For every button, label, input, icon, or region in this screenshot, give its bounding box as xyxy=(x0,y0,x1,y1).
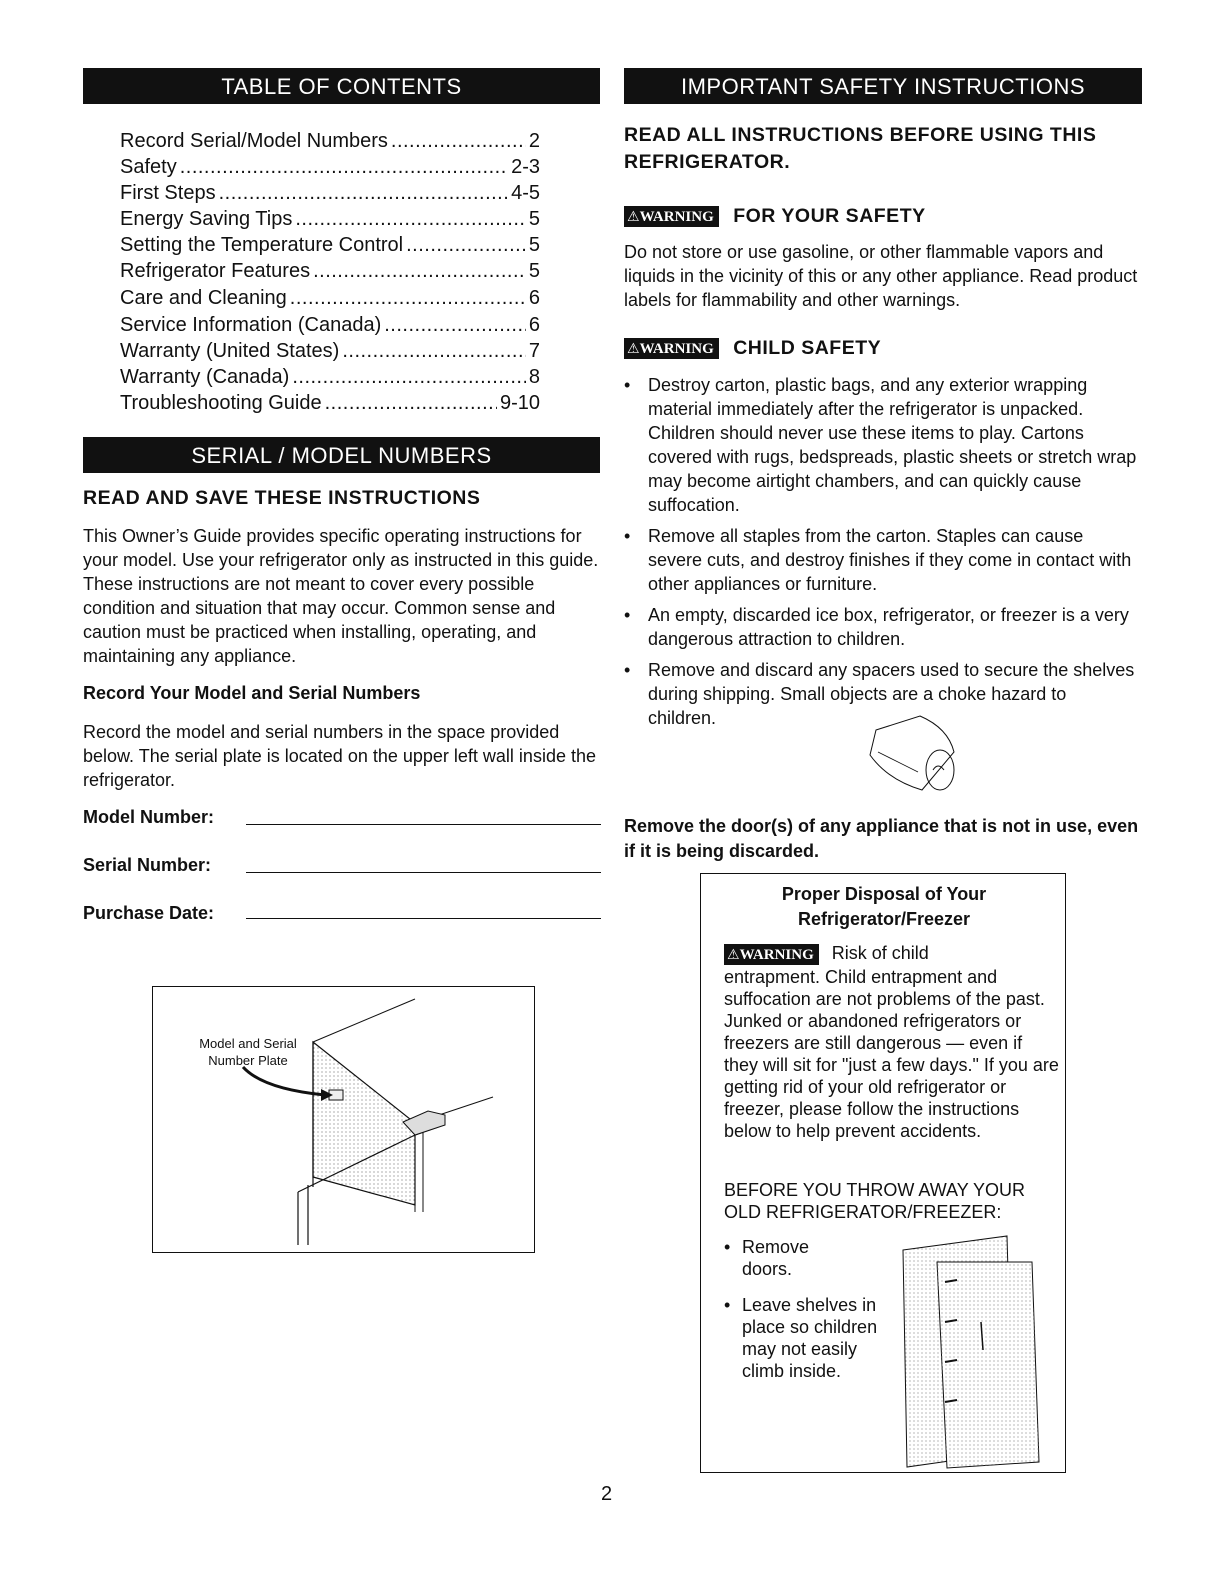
toc-entry-title: Warranty (United States) xyxy=(120,340,340,362)
for-safety-text: Do not store or use gasoline, or other flammable vapors and liquids in the vicinity of this or any other appliance. Read product labels for flammability and other warnings. xyxy=(624,242,1138,310)
risk-lead-text: Risk of child xyxy=(831,943,929,963)
read-all-heading: READ ALL INSTRUCTIONS BEFORE USING THIS REFRIGERATOR. xyxy=(624,124,1097,173)
disposal-bullet-2: • Leave shelves in place so children may not easily climb inside. xyxy=(724,1295,878,1381)
toc-leader-dots xyxy=(290,285,526,311)
warning-badge: ⚠WARNING xyxy=(624,338,719,359)
toc-leader-dots xyxy=(313,258,526,284)
purchase-date-label: Purchase Date: xyxy=(83,903,215,923)
model-number-label: Model Number: xyxy=(83,807,215,827)
toc-leader-dots xyxy=(292,364,526,390)
toc-entry-page: 7 xyxy=(528,340,540,362)
serial-plate-label: Model and Serial Number Plate xyxy=(199,1036,297,1068)
toc-entry-title: Safety xyxy=(120,156,177,178)
toc-entry xyxy=(120,180,540,206)
toc-entry xyxy=(120,128,540,154)
warning-triangle-icon: ⚠ xyxy=(627,341,640,357)
warning-triangle-icon: ⚠ xyxy=(727,946,740,963)
disposal-warning-lead xyxy=(724,942,929,965)
warning-badge: ⚠WARNING xyxy=(624,206,719,227)
purchase-date-line[interactable] xyxy=(246,918,601,919)
toc-entry-page: 2 xyxy=(528,130,540,152)
toc-leader-dots xyxy=(342,338,526,364)
toc-banner: TABLE OF CONTENTS xyxy=(83,68,600,104)
toc-leader-dots xyxy=(180,154,508,180)
toc-entry-title: Warranty (Canada) xyxy=(120,366,290,388)
toc-entry-title: First Steps xyxy=(120,182,216,204)
toc-entry-title: Setting the Temperature Control xyxy=(120,234,404,256)
toc-entry-page: 9-10 xyxy=(499,392,540,414)
warning-badge: ⚠WARNING xyxy=(724,944,819,965)
toc-leader-dots xyxy=(391,128,526,154)
before-throw-text: BEFORE YOU THROW AWAY YOUR OLD REFRIGERATOR/FREEZER: xyxy=(724,1180,1026,1222)
toc-entry xyxy=(120,285,540,311)
disposal-box xyxy=(700,873,1066,1473)
read-save-heading: READ AND SAVE THESE INSTRUCTIONS xyxy=(83,487,481,509)
refrigerator-door-illustration xyxy=(897,1232,1057,1472)
child-safety-heading-row xyxy=(624,337,881,360)
toc-entry-title: Record Serial/Model Numbers xyxy=(120,130,388,152)
warning-triangle-icon: ⚠ xyxy=(627,209,640,225)
toc-entry-title: Energy Saving Tips xyxy=(120,208,293,230)
toc-entry-title: Troubleshooting Guide xyxy=(120,392,322,414)
remove-doors-text: Remove the door(s) of any appliance that is not in use, even if it is being discarded. xyxy=(624,816,1139,861)
toc-entry-page: 2-3 xyxy=(511,156,540,178)
toc-leader-dots xyxy=(219,180,509,206)
for-safety-heading-row xyxy=(624,205,926,228)
toc-leader-dots xyxy=(406,232,526,258)
toc-entry xyxy=(120,258,540,284)
toc-entry-page: 4-5 xyxy=(511,182,540,204)
toc-entry xyxy=(120,154,540,180)
toc-entry-page: 6 xyxy=(528,314,540,336)
for-safety-heading: FOR YOUR SAFETY xyxy=(733,205,926,227)
child-safety-item: • Remove all staples from the carton. Staples can cause severe cuts, and destroy finishes if they come in contact with other appliances or furniture. xyxy=(624,524,1139,596)
toc-entry-page: 6 xyxy=(528,287,540,309)
refrigerator-corner-illustration xyxy=(153,987,533,1251)
disposal-title-1: Proper Disposal of Your xyxy=(781,884,987,904)
record-text: Record the model and serial numbers in the space provided below. The serial plate is located on the upper left wall inside the refrigerator. xyxy=(83,722,596,790)
disposal-title-2: Refrigerator/Freezer xyxy=(797,909,971,929)
serial-number-label: Serial Number: xyxy=(83,855,212,875)
toc-entry-title: Refrigerator Features xyxy=(120,260,311,282)
toc-entry xyxy=(120,232,540,258)
child-safety-list xyxy=(624,373,1139,737)
toc-entry-title: Care and Cleaning xyxy=(120,287,287,309)
serial-banner: SERIAL / MODEL NUMBERS xyxy=(83,437,600,473)
toc-entry xyxy=(120,312,540,338)
child-safety-heading: CHILD SAFETY xyxy=(733,337,882,359)
toc-leader-dots xyxy=(384,312,526,338)
toc-leader-dots xyxy=(295,206,526,232)
serial-number-line[interactable] xyxy=(246,872,601,873)
toc-entry xyxy=(120,338,540,364)
safety-banner: IMPORTANT SAFETY INSTRUCTIONS xyxy=(624,68,1142,104)
serial-plate-figure xyxy=(152,986,535,1253)
plastic-bag-icon xyxy=(858,710,968,800)
toc-entry-title: Service Information (Canada) xyxy=(120,314,382,336)
toc-entry xyxy=(120,206,540,232)
toc-entry-page: 5 xyxy=(528,208,540,230)
toc-entry-page: 5 xyxy=(528,260,540,282)
toc-leader-dots xyxy=(325,390,497,416)
disposal-bullet-1: • Remove doors. xyxy=(724,1237,810,1279)
child-safety-item: • Destroy carton, plastic bags, and any exterior wrapping material immediately after the refrigerator is unpacked. Children should never use these items to play. Cartons covered with rugs, bedspreads, plastic sheets or stretch wrap may become airtight chambers, and can quickly cause suffocation. xyxy=(624,373,1139,517)
child-safety-item: • Remove and discard any spacers used to secure the shelves during shipping. Small objects are a choke hazard to children. xyxy=(624,658,1139,730)
child-safety-item: • An empty, discarded ice box, refrigerator, or freezer is a very dangerous attraction to children. xyxy=(624,603,1139,651)
toc-entry xyxy=(120,390,540,416)
risk-text: entrapment. Child entrapment and suffocation are not problems of the past. Junked or abandoned refrigerators or freezers are still dangerous — even if they will sit for "just a few days." If you are getting rid of your old refrigerator or freezer, please follow the instructions below to help prevent accidents. xyxy=(724,967,1059,1141)
owners-guide-intro: This Owner’s Guide provides specific operating instructions for your model. Use your refrigerator only as instructed in this guide. These instructions are not meant to cover every possible condition and situation that may occur. Common sense and caution must be practiced when installing, operating, and maintaining any appliance. xyxy=(83,526,599,666)
model-number-line[interactable] xyxy=(246,824,601,825)
toc-entry xyxy=(120,364,540,390)
page-number: 2 xyxy=(600,1483,613,1505)
toc-entry-page: 5 xyxy=(528,234,540,256)
toc-entry-page: 8 xyxy=(528,366,540,388)
record-heading: Record Your Model and Serial Numbers xyxy=(83,683,421,703)
